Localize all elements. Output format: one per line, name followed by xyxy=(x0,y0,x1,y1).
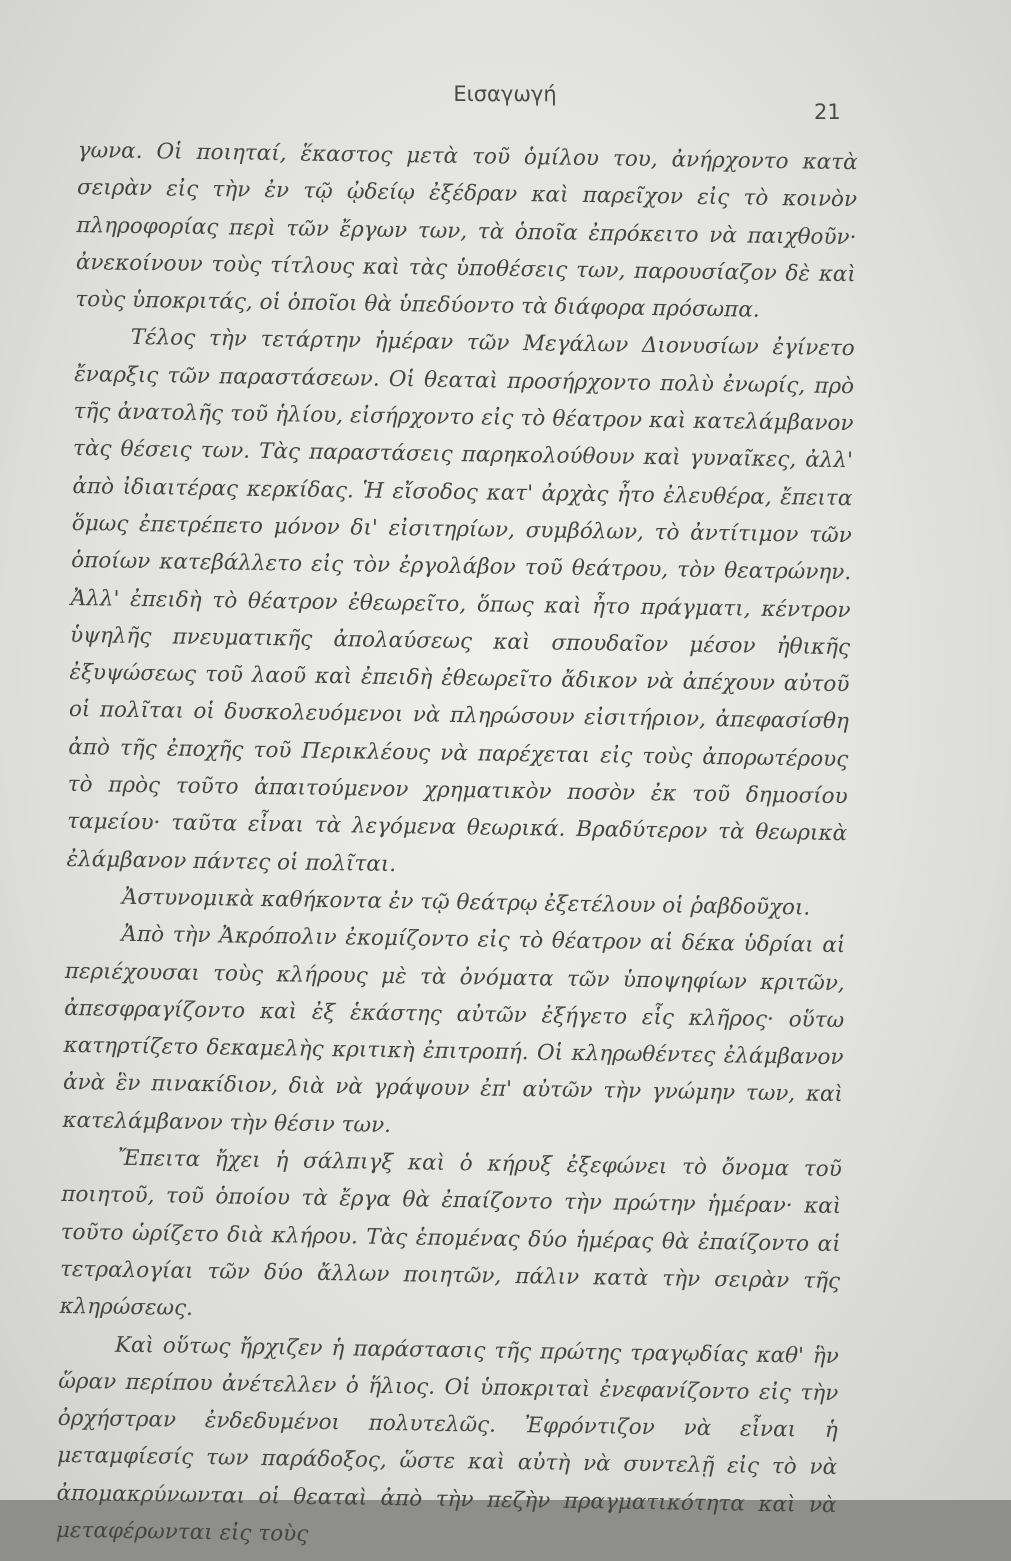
paragraph-first-tragedy: Καὶ οὕτως ἤρχιζεν ἡ παράστασις τῆς πρώτης τραγῳδίας καθ' ἣν ὥραν περίπου ἀνέτελλεν ὁ ἥλιος. Οἱ ὑποκριταὶ ἐνεφανίζοντο εἰς τὴν ὀρχήστραν ἐνδεδυμένοι πολυτελῶς. Ἐφρόντιζον νὰ εἶναι ἡ μεταμφίεσίς των παράδοξος, ὥστε καὶ αὐτὴ νὰ συντελῇ εἰς τὸ νὰ ἀπομακρύνωνται οἱ θεαταὶ ἀπὸ τὴν πεζὴν πραγματικότητα καὶ νὰ μεταφέρωνται εἰς τοὺς xyxy=(55,1332,840,1547)
paragraph-trumpet: Ἔπειτα ἤχει ἡ σάλπιγξ καὶ ὁ κήρυξ ἐξεφώνει τὸ ὄνομα τοῦ ποιητοῦ, τοῦ ὁποίου τὰ ἔργα θὰ ἐπαίζοντο τὴν πρώτην ἡμέραν· καὶ τοῦτο ὡρίζετο διὰ κλήρου. Τὰς ἑπομένας δύο ἡμέρας θὰ ἐπαίζοντο αἱ τετραλογίαι τῶν δύο ἄλλων ποιητῶν, πάλιν κατὰ τὴν σειρὰν τῆς κληρώσεως. xyxy=(59,1145,842,1322)
running-title: Εισαγωγή xyxy=(453,82,557,106)
paragraph-police: Ἀστυνομικὰ καθήκοντα ἐν τῷ θεάτρῳ ἐξετέλουν οἱ ῥαβδοῦχοι. xyxy=(121,884,811,921)
paragraph-judges: Ἀπὸ τὴν Ἀκρόπολιν ἐκομίζοντο εἰς τὸ θέατρον αἱ δέκα ὑδρίαι αἱ περιέχουσαι τοὺς κλήρους μὲ τὰ ὀνόματα τῶν ὑποψηφίων κριτῶν, ἀπεσφραγίζοντο καὶ ἐξ ἑκάστης αὐτῶν ἐξήγετο εἷς κλῆρος· οὕτω κατηρτίζετο δεκαμελὴς κριτικὴ ἐπιτροπή. Οἱ κληρωθέντες ἐλάμβανον ἀνὰ ἓν πινακίδιον, διὰ νὰ γράψουν ἐπ' αὐτῶν τὴν γνώμην των, καὶ κατελάμβανον τὴν θέσιν των. xyxy=(62,922,846,1138)
page-number: 21 xyxy=(814,100,841,124)
running-head xyxy=(0,82,1011,122)
paragraph-performances: Τέλος τὴν τετάρτην ἡμέραν τῶν Μεγάλων Διονυσίων ἐγίνετο ἔναρξις τῶν παραστάσεων. Οἱ θεαταὶ προσήρχοντο πολὺ ἐνωρίς, πρὸ τῆς ἀνατολῆς τοῦ ἡλίου, εἰσήρχοντο εἰς τὸ θέατρον καὶ κατελάμβανον τὰς θέσεις των. Τὰς παραστάσεις παρηκολούθουν καὶ γυναῖκες, ἀλλ' ἀπὸ ἰδιαιτέρας κερκίδας. Ἡ εἴσοδος κατ' ἀρχὰς ἦτο ἐλευθέρα, ἔπειτα ὅμως ἐπετρέπετο μόνον δι' εἰσιτηρίων, συμβόλων, τὸ ἀντίτιμον τῶν ὁποίων κατεβάλλετο εἰς τὸν ἐργολάβον τοῦ θεάτρου, τὸν θεατρώνην. Ἀλλ' ἐπειδὴ τὸ θέατρον ἐθεωρεῖτο, ὅπως καὶ ἦτο πράγματι, κέντρον ὑψηλῆς πνευματικῆς ἀπολαύσεως καὶ σπουδαῖον μέσον ἠθικῆς ἐξυψώσεως τοῦ λαοῦ καὶ ἐπειδὴ ἐθεωρεῖτο ἄδικον νὰ ἀπέχουν αὐτοῦ οἱ πολῖται οἱ δυσκολευόμενοι νὰ πληρώσουν εἰσιτήριον, ἀπεφασίσθη ἀπὸ τῆς ἐποχῆς τοῦ Περικλέους νὰ παρέχεται εἰς τοὺς ἀπορωτέρους τὸ πρὸς τοῦτο ἀπαιτούμενον χρηματικὸν ποσὸν ἐκ τοῦ δημοσίου ταμείου· ταῦτα εἶναι τὰ λεγόμενα θεωρικά. Βραδύτερον τὰ θεωρικὰ ἐλάμβανον πάντες οἱ πολῖται. xyxy=(66,325,855,877)
body-text xyxy=(56,132,858,1561)
paragraph-continuation: γωνα. Οἱ ποιηταί, ἕκαστος μετὰ τοῦ ὁμίλου του, ἀνήρχοντο κατὰ σειρὰν εἰς τὴν ἐν τῷ ᾠδείῳ ἐξέδραν καὶ παρεῖχον εἰς τὸ κοινὸν πληροφορίας περὶ τῶν ἔργων των, τὰ ὁποῖα ἐπρόκειτο νὰ παιχθοῦν· ἀνεκοίνουν τοὺς τίτλους καὶ τὰς ὑποθέσεις των, παρουσίαζον δὲ καὶ τοὺς ὑποκριτάς, οἱ ὁποῖοι θὰ ὑπεδύοντο τὰ διάφορα πρόσωπα. xyxy=(75,137,858,323)
